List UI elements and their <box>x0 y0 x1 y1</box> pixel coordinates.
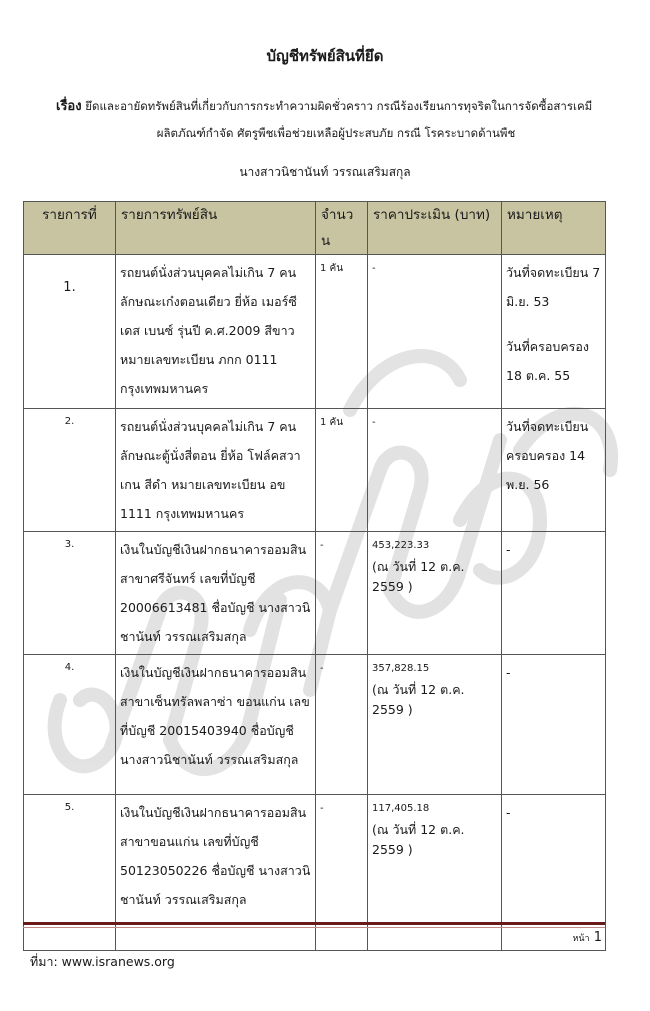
row-index: 2. <box>24 409 116 532</box>
row-index: 5. <box>24 795 116 951</box>
row-price-note: (ณ วันที่ 12 ต.ค. 2559 ) <box>372 822 465 857</box>
row-asset: เงินในบัญชีเงินฝากธนาคารออมสิน สาขาศรีจันทร์ เลขที่บัญชี 20006613481 ชื่อบัญชี นางสาวนิชานันท์ วรรณเสริมสกุล <box>116 532 316 655</box>
row-quantity: - <box>316 655 368 795</box>
table-row <box>24 655 606 795</box>
table-header-row <box>24 202 606 255</box>
table-row <box>24 255 606 409</box>
subject-label: เรื่อง <box>56 99 82 114</box>
row-price <box>368 655 502 795</box>
row-price <box>368 255 502 409</box>
page-number-value: 1 <box>593 930 602 945</box>
row-remark-a: วันที่จดทะเบียน 7 มิ.ย. 53 <box>506 265 601 309</box>
header-index: รายการที่ <box>24 202 116 255</box>
row-quantity: 1 คัน <box>316 255 368 409</box>
page-title: บัญชีทรัพย์สินที่ยึด <box>266 47 384 65</box>
row-remark-a: วันที่จดทะเบียน ครอบครอง 14 พ.ย. 56 <box>506 419 589 492</box>
row-price-value: 357,828.15 <box>372 663 430 674</box>
row-index: 1. <box>24 255 116 409</box>
row-quantity: - <box>316 532 368 655</box>
row-price <box>368 409 502 532</box>
row-asset: เงินในบัญชีเงินฝากธนาคารออมสิน สาขาเซ็นทรัลพลาซ่า ขอนแก่น เลขที่บัญชี 20015403940 ชื่อบัญชี นางสาวนิชานันท์ วรรณเสริมสกุล <box>116 655 316 795</box>
subject-line-1: ยึดและอายัดทรัพย์สินที่เกี่ยวกับการกระทำความผิดชั่วคราว กรณีร้องเรียนการทุจริตในการจัดซื้อสารเคมี <box>85 99 593 113</box>
header-remark: หมายเหตุ <box>502 202 606 255</box>
subject-line-2: ผลิตภัณฑ์กำจัด ศัตรูพืชเพื่อช่วยเหลือผู้ประสบภัย กรณี โรคระบาดด้านพืช <box>156 126 516 140</box>
row-price-value: 453,223.33 <box>372 540 430 551</box>
row-remark-a: - <box>506 665 511 680</box>
footer-rule <box>23 922 605 928</box>
row-index: 3. <box>24 532 116 655</box>
row-quantity: 1 คัน <box>316 409 368 532</box>
row-price-value: 117,405.18 <box>372 803 430 814</box>
assets-table <box>23 201 606 951</box>
row-remark-b: วันที่ครอบครอง 18 ต.ค. 55 <box>506 339 590 383</box>
page-label: หน้า <box>572 934 590 944</box>
row-asset: เงินในบัญชีเงินฝากธนาคารออมสิน สาขาขอนแก่น เลขที่บัญชี 50123050226 ชื่อบัญชี นางสาวนิชานันท์ วรรณเสริมสกุล <box>116 795 316 951</box>
row-remark <box>502 409 606 532</box>
row-price-note: (ณ วันที่ 12 ต.ค. 2559 ) <box>372 682 465 717</box>
header-asset: รายการทรัพย์สิน <box>116 202 316 255</box>
table-row <box>24 532 606 655</box>
subject-block <box>56 93 616 147</box>
row-asset: รถยนต์นั่งส่วนบุคคลไม่เกิน 7 คน ลักษณะตู้นั่งสี่ตอน ยี่ห้อ โฟล์คสวาเกน สีดำ หมายเลขทะเบียน อข 1111 กรุงเทพมหานคร <box>116 409 316 532</box>
row-price-value: - <box>372 263 376 274</box>
row-price-value: - <box>372 417 376 428</box>
row-remark <box>502 532 606 655</box>
header-quantity: จำนวน <box>316 202 368 255</box>
row-index: 4. <box>24 655 116 795</box>
row-remark <box>502 255 606 409</box>
row-price <box>368 532 502 655</box>
source-credit: ที่มา: www.isranews.org <box>30 954 175 969</box>
row-remark-a: - <box>506 542 511 557</box>
row-quantity: - <box>316 795 368 951</box>
page-number <box>572 930 602 945</box>
row-asset: รถยนต์นั่งส่วนบุคคลไม่เกิน 7 คน ลักษณะเก๋งตอนเดียว ยี่ห้อ เมอร์ซีเดส เบนซ์ รุ่นปี ค.ศ.2009 สีขาว หมายเลขทะเบียน ภกก 0111 กรุงเทพมหานคร <box>116 255 316 409</box>
row-remark <box>502 655 606 795</box>
table-row <box>24 409 606 532</box>
header-price: ราคาประเมิน (บาท) <box>368 202 502 255</box>
owner-name: นางสาวนิชานันท์ วรรณเสริมสกุล <box>239 165 411 179</box>
row-remark-a: - <box>506 805 511 820</box>
row-price-note: (ณ วันที่ 12 ต.ค. 2559 ) <box>372 559 465 594</box>
